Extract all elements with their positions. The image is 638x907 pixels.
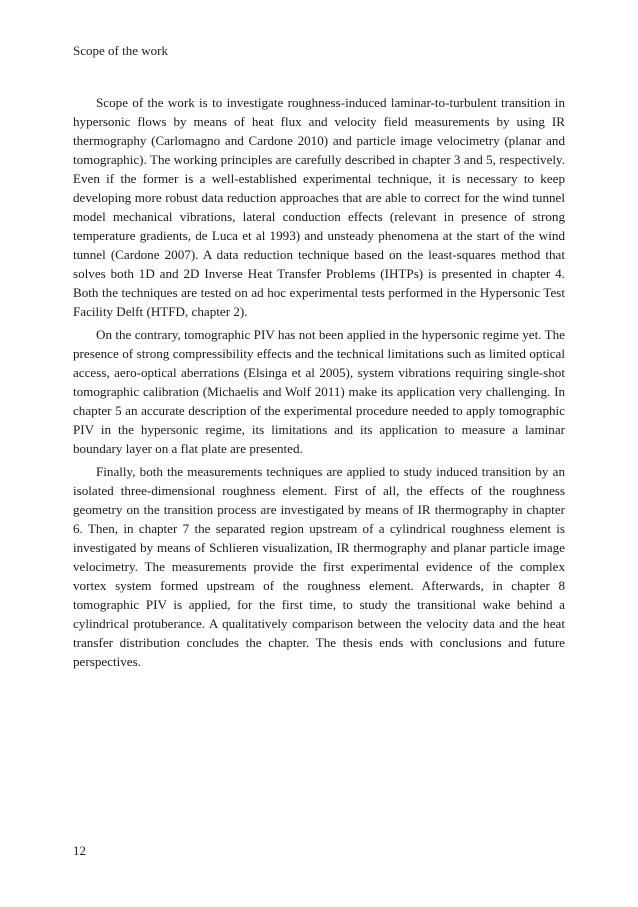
paragraph-2: On the contrary, tomographic PIV has not been applied in the hypersonic regime yet. The presence of strong compressibility effects and the technical limitations such as limited optical access, aero-optical aberrations (Elsinga et al 2005), system vibrations requiring single-shot tomographic calibration (Michaelis and Wolf 2011) make its application very challenging. In chapter 5 an accurate description of the experimental procedure needed to apply tomographic PIV in the hypersonic regime, its limitations and its application to measure a laminar boundary layer on a flat plate are presented. (73, 327, 565, 456)
paragraph-1: Scope of the work is to investigate roughness-induced laminar-to-turbulent transition in hypersonic flows by means of heat flux and velocity field measurements by using IR thermography (Carlomagno and Cardone 2010) and particle image velocimetry (planar and tomographic). The working principles are carefully described in chapter 3 and 5, respectively. Even if the former is a well-established experimental technique, it is necessary to keep developing more robust data reduction approaches that are able to correct for the wind tunnel model mechanical vibrations, lateral conduction effects (relevant in presence of strong temperature gradients, de Luca et al 1993) and unsteady phenomena at the start of the wind tunnel (Cardone 2007). A data reduction technique based on the least-squares method that solves both 1D and 2D Inverse Heat Transfer Problems (IHTPs) is presented in chapter 4. Both the techniques are tested on ad hoc experimental tests performed in the Hypersonic Test Facility Delft (HTFD, chapter 2). (73, 95, 565, 319)
running-header: Scope of the work (73, 43, 168, 58)
paragraph-3: Finally, both the measurements techniques are applied to study induced transition by an isolated three-dimensional roughness element. First of all, the effects of the roughness geometry on the transition process are investigated by means of IR thermography in chapter 6. Then, in chapter 7 the separated region upstream of a cylindrical roughness element is investigated by means of Schlieren visualization, IR thermography and planar particle image velocimetry. The measurements provide the first experimental evidence of the complex vortex system formed upstream of the roughness element. Afterwards, in chapter 8 tomographic PIV is applied, for the first time, to study the transitional wake behind a cylindrical protuberance. A qualitatively comparison between the velocity data and the heat transfer distribution concludes the chapter. The thesis ends with conclusions and future perspectives. (73, 464, 565, 669)
body-text (73, 93, 565, 675)
page-number: 12 (73, 843, 86, 858)
